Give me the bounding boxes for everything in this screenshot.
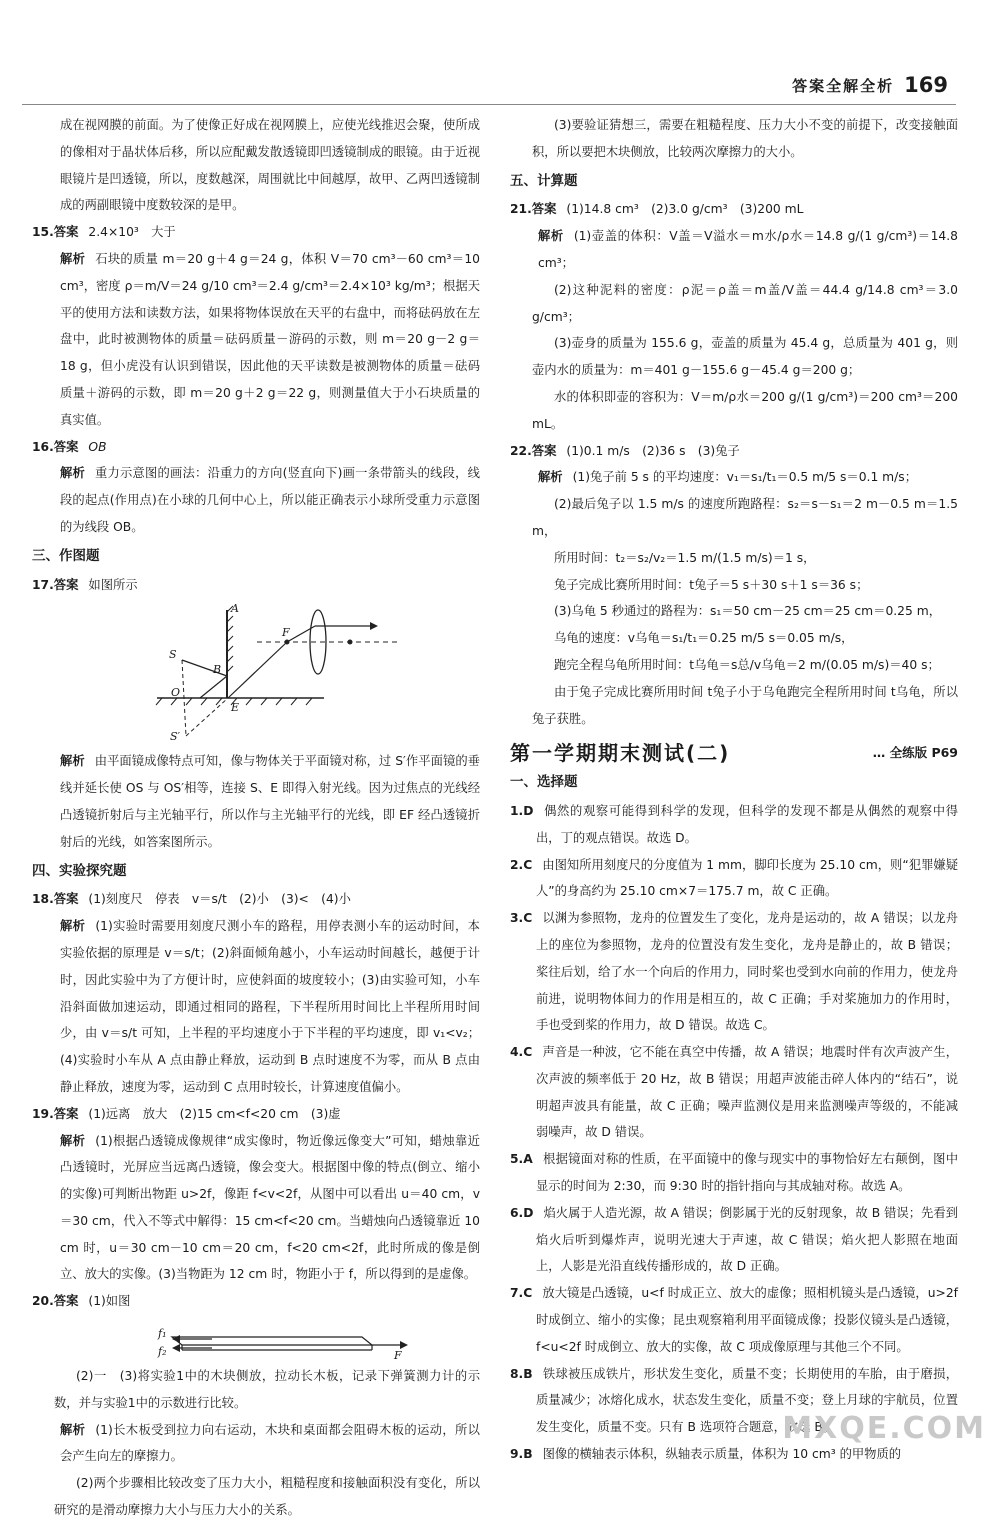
answer-text: 如图所示 — [88, 577, 138, 592]
choice-answer: 7.C — [510, 1286, 533, 1301]
analysis-text: 由平面镜成像特点可知，像与物体关于平面镜对称，过 S′作平面镜的垂线并延长使 OS 与 OS′相等，连接 S、E 即得入射光线。因为过焦点的光线经凸透镜折射后与主光轴平行，所以作与主光轴平行的光线，即 EF 经凸透镜折射后的光线，如答案图所示。 — [60, 754, 480, 849]
long-board — [172, 1337, 372, 1345]
ray-e-to-f — [228, 642, 287, 698]
choice-answer: 1.D — [510, 803, 534, 818]
q21-analysis-2: (2)这种泥料的密度：ρ泥＝ρ盖＝m盖/V盖＝44.4 g/14.8 cm³＝3.0 g/cm³； — [532, 282, 958, 324]
analysis-text: 石块的质量 m＝20 g＋4 g＝24 g，体积 V＝70 cm³－60 cm³＝10 cm³，密度 ρ＝m/V＝24 g/10 cm³＝2.4 g/cm³＝2.4×10³ kg/m³；根据天平的使用方法和读数方法，如果将物体误放在天平的右盘中，而将砝码放在左盘中，此时被测物体的质量＝砝码质量－游码的示数，则 m＝20 g－2 g＝18 g，但小虎没有认识到错误，因此他的天平读数是被测物体的质量＝砝码质量＋游码的示数，即 m＝20 g＋2 g＝22 g，则测量值大于小石块质量的真实值。 — [60, 251, 480, 427]
analysis-label: 解析 — [538, 229, 564, 244]
ground-hatch — [291, 698, 297, 705]
q22-analysis-4: 兔子完成比赛所用时间：t兔子＝5 s＋30 s＋1 s＝36 s； — [554, 577, 869, 592]
q21-analysis — [510, 223, 958, 277]
q20-answer — [32, 1288, 480, 1315]
choice-item — [510, 852, 958, 906]
q18-analysis — [32, 913, 480, 1101]
arrow-f1 — [172, 1335, 180, 1343]
q19-analysis — [32, 1128, 480, 1289]
answer-label: 21.答案 — [510, 202, 557, 217]
answer-text: (1)如图 — [88, 1294, 131, 1309]
choice-item — [510, 798, 958, 852]
q17-analysis — [32, 748, 480, 855]
choice-item — [510, 1280, 958, 1360]
q20-analysis — [32, 1417, 480, 1471]
dashed-image-ray — [186, 698, 228, 736]
label-s: S — [169, 648, 177, 662]
q16-analysis — [32, 460, 480, 540]
arrow-head — [370, 622, 378, 630]
analysis-text: (1)根据凸透镜成像规律“成实像时，物近像远像变大”可知，蜡烛靠近凸透镜时，光屏应当远离凸透镜，像会变大。根据图中像的特点(倒立、缩小的实像)可判断出物距 u>2f，像距 f<v<2f，从图中可以看出 u＝40 cm，v＝30 cm，代入不等式中解得：15 cm<f<20 cm。当蜡烛向凸透镜靠近 10 cm 时，u＝30 cm－10 cm＝20 cm，f<20 cm<2f，此时所成的像是倒立、放大的实像。(3)当物距为 12 cm 时，物距小于 f，所以得到的是虚像。 — [60, 1133, 480, 1282]
label-force: F — [394, 1349, 402, 1363]
answer-text: (1)0.1 m/s (2)36 s (3)兔子 — [566, 443, 740, 458]
label-o: O — [171, 686, 181, 700]
test-title: 第一学期期末测试(二) — [510, 741, 731, 766]
left-column — [32, 112, 480, 1524]
q22-analysis-3: 所用时间：t₂＝s₂/v₂＝1.5 m/(1.5 m/s)＝1 s， — [554, 550, 816, 565]
header-rule — [22, 104, 956, 105]
q22-analysis-6: 乌龟的速度：v乌龟＝s₁/t₁＝0.25 m/5 s＝0.05 m/s， — [554, 631, 854, 646]
answer-text: OB — [88, 439, 107, 454]
choice-explanation: 偶然的观察可能得到科学的发现，但科学的发现不都是从偶然的观察中得出，丁的观点错误。故选 D。 — [536, 803, 958, 845]
choice-item — [510, 1146, 958, 1200]
analysis-label: 解析 — [60, 251, 86, 266]
analysis-text: (1)壶盖的体积：V盖＝V溢水＝m水/ρ水＝14.8 g/(1 g/cm³)＝14.8 cm³； — [538, 229, 958, 270]
answer-label: 18.答案 — [32, 892, 79, 907]
section-choice: 一、选择题 — [510, 774, 578, 791]
analysis-text: (1)实验时需要用刻度尺测小车的路程，用停表测小车的运动时间，本实验依据的原理是 v＝s/t；(2)斜面倾角越小，小车运动时间越长，越便于计时，因此实验中为了方便计时，应使斜面的坡度较小；(3)由实验可知，小车沿斜面做加速运动，即通过相同的路程，下半程所用时间比上半程所用时间少，由 v＝s/t 可知，上半程的平均速度小于下半程的平均速度，即 v₁<v₂；(4)实验时小车从 A 点由静止释放，运动到 B 点时速度不为零，而从 B 点由静止释放，速度为零，运动到 C 点用时较长，计算速度值偏小。 — [60, 919, 480, 1094]
q22-analysis — [510, 464, 958, 491]
choice-answer: 2.C — [510, 857, 533, 872]
choice-explanation: 放大镜是凸透镜，u<f 时成正立、放大的虚像；照相机镜头是凸透镜，u>2f 时成倒立、缩小的实像；昆虫观察箱利用平面镜成像；投影仪镜头是凸透镜，f<u<2f 时成倒立、放大的实像，故 C 项成像原理与其他三个不同。 — [536, 1286, 958, 1354]
q22-analysis-8: 由于兔子完成比赛所用时间 t兔子小于乌龟跑完全程所用时间 t乌龟，所以兔子获胜。 — [532, 684, 958, 726]
label-f2: f₂ — [158, 1345, 167, 1359]
header-title: 答案全解全析 — [792, 76, 895, 95]
q20-answer-2: (2)一 (3)将实验1中的木块侧放，拉动长木板，记录下弹簧测力计的示数，并与实验1中的示数进行比较。 — [54, 1369, 480, 1410]
page-header — [792, 68, 948, 102]
q20-part3: (3)要验证猜想三，需要在粗糙程度、压力大小不变的前提下，改变接触面积，所以要把木块侧放，比较两次摩擦力的大小。 — [532, 118, 958, 159]
ground-hatch — [201, 698, 207, 705]
q15-answer — [32, 219, 480, 246]
arrow-f2 — [172, 1344, 180, 1352]
choice-item — [510, 1200, 958, 1280]
answer-label: 19.答案 — [32, 1106, 79, 1121]
ray-mirror-to-ground — [200, 676, 227, 698]
choice-answer: 8.B — [510, 1366, 533, 1381]
choice-answer: 3.C — [510, 911, 533, 926]
section-calculation: 五、计算题 — [510, 172, 578, 189]
choice-explanation: 焰火属于人造光源，故 A 错误；倒影属于光的反射现象，故 B 错误；先看到焰火后听到爆炸声，说明光速大于声速，故 C 错误；焰火把人影照在地面上，人影是光沿直线传播形成的，故 D 正确。 — [536, 1205, 958, 1274]
answer-text: (1)远离 放大 (2)15 cm<f<20 cm (3)虚 — [88, 1106, 341, 1121]
answer-label: 20.答案 — [32, 1294, 79, 1309]
label-b: B — [213, 663, 222, 677]
choice-answer: 6.D — [510, 1205, 534, 1220]
label-s-prime: S′ — [170, 730, 181, 744]
q14-tail: 成在视网膜的前面。为了使像正好成在视网膜上，应使光线推迟会聚，使所成的像相对于晶状体后移，所以应配戴发散透镜即凹透镜制成的眼镜。由于近视眼镜片是凹透镜，所以，度数越深，周围就比中间越厚，故甲、乙两凹透镜制成的两副眼镜中度数较深的是甲。 — [60, 118, 480, 213]
choice-explanation: 图像的横轴表示体积，纵轴表示质量，体积为 10 cm³ 的甲物质的 — [542, 1447, 902, 1462]
q16-answer — [32, 434, 480, 461]
choice-answer: 4.C — [510, 1045, 533, 1060]
q19-answer — [32, 1101, 480, 1128]
ground-hatch — [216, 698, 222, 705]
q21-answer — [510, 196, 958, 223]
analysis-label: 解析 — [60, 919, 86, 934]
focus-left — [285, 640, 290, 645]
q22-answer — [510, 438, 958, 465]
q21-analysis-3: (3)壶身的质量为 155.6 g，壶盖的质量为 45.4 g，总质量为 401 g，则壶内水的质量为：m＝401 g－155.6 g－45.4 g＝200 g； — [532, 336, 958, 378]
q18-answer — [32, 886, 480, 913]
watermark: MXQE.COM — [782, 1411, 986, 1446]
q21-analysis-4: 水的体积即壶的容积为：V＝m/ρ水＝200 g/(1 g/cm³)＝200 cm³＝200 mL。 — [532, 389, 958, 431]
q17-answer — [32, 572, 480, 599]
ground-hatch — [276, 698, 282, 705]
choice-answer: 9.B — [510, 1447, 533, 1462]
choice-item — [510, 1039, 958, 1146]
section-experiment: 四、实验探究题 — [32, 862, 127, 879]
ground-hatch — [246, 698, 252, 705]
analysis-label: 解析 — [60, 1422, 86, 1437]
multiple-choice-list — [510, 798, 958, 1468]
choice-explanation: 声音是一种波，它不能在真空中传播，故 A 错误；地震时伴有次声波产生，次声波的频率低于 20 Hz，故 B 错误；用超声波能击碎人体内的“结石”，说明超声波具有能量，故 C 正确；噪声监测仪是用来监测噪声等级的，不能减弱噪声，故 D 错误。 — [536, 1045, 958, 1140]
answer-text: 2.4×10³ 大于 — [88, 225, 176, 240]
figure-17-optics — [32, 598, 480, 748]
answer-text: (1)刻度尺 停表 v＝s/t (2)小 (3)< (4)小 — [88, 892, 351, 907]
optics-diagram — [32, 598, 480, 748]
choice-explanation: 以渊为参照物，龙舟的位置发生了变化，龙舟是运动的，故 A 错误；以龙舟上的座位为参照物，龙舟的位置没有发生变化，龙舟是静止的，故 B 错误；桨往后划，给了水一个向后的作用力，同时桨也受到水向前的作用力，使龙舟前进，说明物体间力的作用是相互的，故 C 正确；手对桨施加力的作用时，手也受到桨的作用力，故 D 错误。故选 C。 — [536, 911, 958, 1033]
analysis-text: (1)长木板受到拉力向右运动，木块和桌面都会阻碍木板的运动，所以会产生向左的摩擦力。 — [60, 1422, 480, 1464]
choice-answer: 5.A — [510, 1152, 533, 1167]
analysis-text: 重力示意图的画法：沿重力的方向(竖直向下)画一条带箭头的线段，线段的起点(作用点)在小球的几何中心上，所以能正确表示小球所受重力示意图的为线段 OB。 — [60, 466, 480, 534]
choice-explanation: 铁球被压成铁片，形状发生变化，质量不变；长期使用的车胎，由于磨损，质量减少；冰熔化成水，状态发生变化，质量不变；登上月球的宇航员，位置发生变化，质量不变。只有 B 选项符合题意，故选 B。 — [536, 1366, 958, 1435]
ground-hatch — [306, 698, 312, 705]
ground-hatch — [186, 698, 192, 705]
label-a: A — [231, 602, 239, 616]
choice-item — [510, 905, 958, 1039]
label-f1: f₁ — [158, 1327, 167, 1341]
ground-hatch — [261, 698, 267, 705]
figure-20-friction — [32, 1315, 480, 1363]
analysis-text: (1)兔子前 5 s 的平均速度：v₁＝s₁/t₁＝0.5 m/5 s＝0.1 m/s； — [572, 470, 918, 485]
ground-hatch — [171, 698, 177, 705]
choice-explanation: 由图知所用刻度尺的分度值为 1 mm，脚印长度为 25.10 cm，则“犯罪嫌疑人”的身高约为 25.10 cm×7＝175.7 m，故 C 正确。 — [536, 857, 958, 899]
q22-analysis-5: (3)乌龟 5 秒通过的路程为：s₁＝50 cm－25 cm＝25 cm＝0.25 m， — [554, 604, 942, 619]
test-reference: … 全练版 P69 — [872, 745, 958, 761]
friction-diagram — [32, 1315, 480, 1363]
answer-text: (1)14.8 cm³ (2)3.0 g/cm³ (3)200 mL — [566, 202, 804, 217]
focus-right — [348, 640, 353, 645]
analysis-label: 解析 — [60, 466, 86, 481]
q15-analysis — [32, 246, 480, 434]
choice-explanation: 根据镜面对称的性质，在平面镜中的像与现实中的事物恰好左右颠倒，图中显示的时间为 2:30，而 9:30 时的指针指向与其成轴对称。故选 A。 — [536, 1152, 958, 1194]
label-f: F — [282, 626, 290, 640]
answer-label: 16.答案 — [32, 439, 79, 454]
arrow-f — [400, 1341, 408, 1349]
q20-analysis-2: (2)两个步骤相比较改变了压力大小，粗糙程度和接触面积没有变化，所以研究的是滑动摩擦力大小与压力大小的关系。 — [54, 1476, 480, 1518]
answer-label: 17.答案 — [32, 577, 79, 592]
right-column — [510, 112, 958, 1468]
test-heading — [510, 740, 958, 767]
page-number: 169 — [904, 73, 948, 97]
answer-label: 22.答案 — [510, 443, 557, 458]
analysis-label: 解析 — [60, 1133, 86, 1148]
section-drawing: 三、作图题 — [32, 547, 100, 564]
answer-label: 15.答案 — [32, 225, 79, 240]
analysis-label: 解析 — [538, 470, 563, 485]
q22-analysis-2: (2)最后兔子以 1.5 m/s 的速度所跑路程：s₂＝s－s₁＝2 m－0.5 m＝1.5 m， — [532, 497, 958, 538]
analysis-label: 解析 — [60, 754, 85, 769]
label-e: E — [231, 701, 240, 715]
ground-hatch — [156, 698, 162, 705]
q22-analysis-7: 跑完全程乌龟所用时间：t乌龟＝s总/v乌龟＝2 m/(0.05 m/s)＝40 s； — [554, 657, 940, 672]
